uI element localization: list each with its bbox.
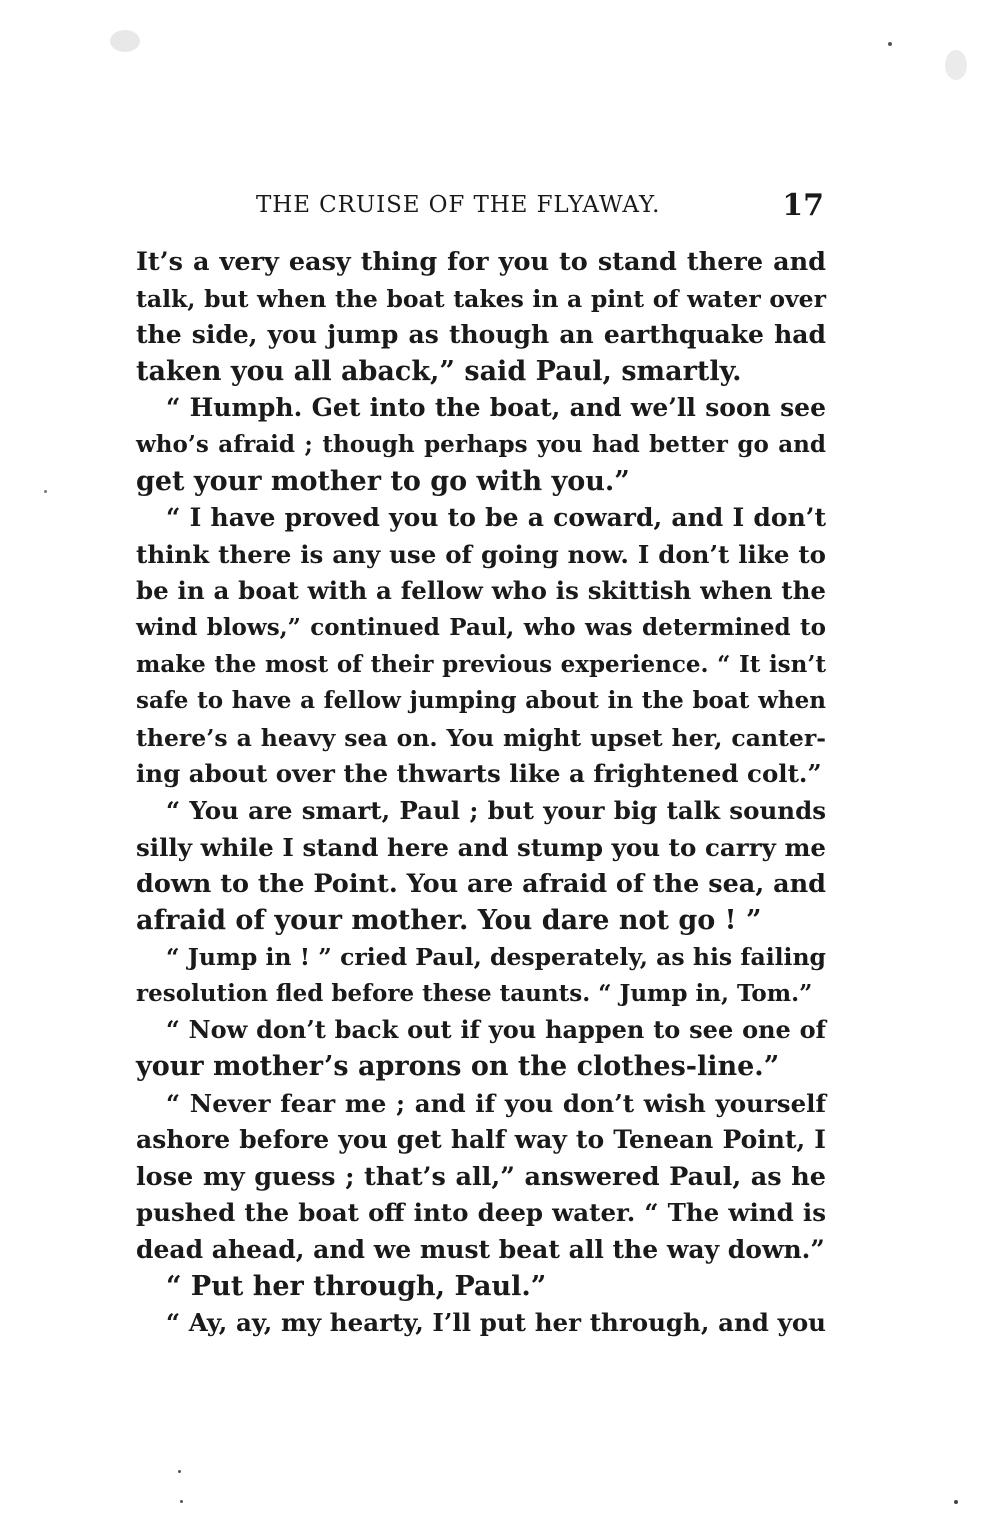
scan-speck — [178, 1470, 181, 1473]
text-line: “ Now don’t back out if you happen to see one of — [166, 1015, 826, 1045]
text-line: think there is any use of going now. I don’t like to — [136, 539, 826, 569]
text-line: safe to have a fellow jumping about in the boat when — [136, 687, 826, 715]
text-line: ing about over the thwarts like a frightened colt.” — [136, 759, 822, 789]
text-line: dead ahead, and we must beat all the way down.” — [136, 1235, 825, 1265]
text-line: “ Ay, ay, my hearty, I’ll put her through, and you — [166, 1308, 826, 1338]
text-line: your mother’s aprons on the clothes-line.” — [136, 1051, 780, 1083]
text-line: taken you all aback,” said Paul, smartly. — [136, 355, 742, 387]
text-line: make the most of their previous experience. “ It isn’t — [136, 650, 826, 678]
scan-speck — [888, 42, 892, 46]
scan-speck — [44, 490, 47, 493]
scan-speck — [954, 1500, 958, 1504]
text-line: resolution fled before these taunts. “ Jump in, Tom.” — [136, 979, 813, 1007]
text-line: down to the Point. You are afraid of the sea, and — [136, 869, 826, 900]
text-line: afraid of your mother. You dare not go ! ” — [136, 904, 762, 936]
text-line: It’s a very easy thing for you to stand there and — [136, 247, 826, 277]
text-line: “ Humph. Get into the boat, and we’ll soon see — [166, 393, 826, 423]
text-line: “ I have proved you to be a coward, and I don’t — [166, 503, 826, 533]
scan-speck — [945, 50, 967, 80]
text-line: talk, but when the boat takes in a pint of water over — [136, 284, 826, 313]
text-line: pushed the boat off into deep water. “ The wind is — [136, 1198, 826, 1228]
text-line: be in a boat with a fellow who is skittish when the — [136, 576, 826, 606]
text-line: who’s afraid ; though perhaps you had better go and — [136, 430, 826, 458]
running-title: THE CRUISE OF THE FLYAWAY. — [256, 192, 661, 218]
scan-speck — [180, 1500, 183, 1503]
text-line: get your mother to go with you.” — [136, 465, 630, 497]
text-line: “ You are smart, Paul ; but your big talk sounds — [166, 795, 826, 825]
page-number: 17 — [782, 188, 824, 223]
text-line: “ Jump in ! ” cried Paul, desperately, as his failing — [166, 943, 826, 972]
body-text — [136, 244, 826, 1342]
text-line: “ Put her through, Paul.” — [166, 1270, 547, 1302]
text-line: there’s a heavy sea on. You might upset her, canter- — [136, 723, 826, 752]
text-line: “ Never fear me ; and if you don’t wish yourself — [166, 1088, 826, 1118]
scan-speck — [110, 30, 140, 52]
text-line: wind blows,” continued Paul, who was determined to — [136, 613, 826, 641]
text-line: ashore before you get half way to Tenean Point, I — [136, 1125, 826, 1155]
text-line: lose my guess ; that’s all,” answered Paul, as he — [136, 1161, 826, 1192]
text-line: silly while I stand here and stump you to carry me — [136, 832, 826, 862]
page-header — [136, 190, 826, 226]
text-line: the side, you jump as though an earthquake had — [136, 320, 826, 350]
